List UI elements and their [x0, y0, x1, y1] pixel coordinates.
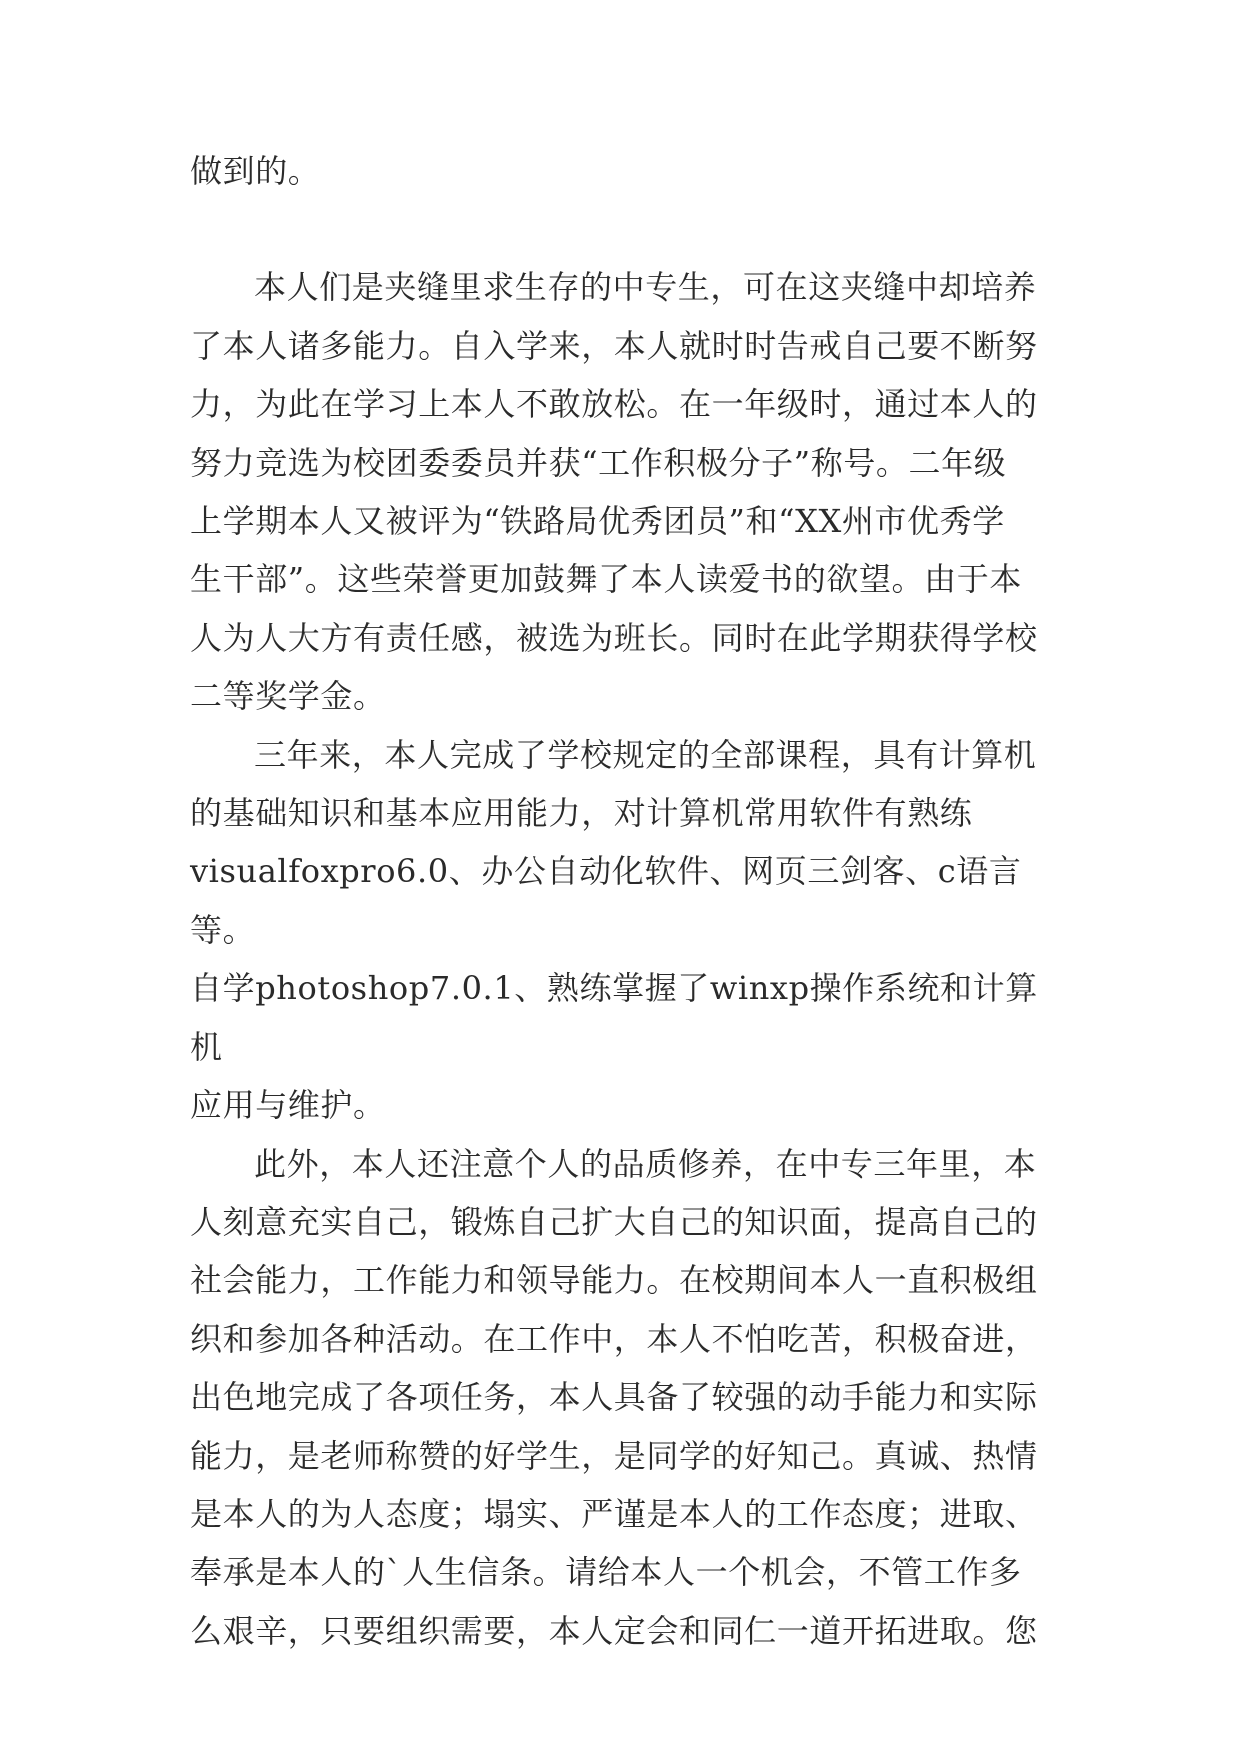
text-line: 三年来，本人完成了学校规定的全部课程，具有计算机 [254, 735, 1037, 774]
text-line: 应用与维护。 [190, 1086, 386, 1125]
paragraph-fragment [190, 142, 1050, 200]
text-line: 了本人诸多能力。自入学来，本人就时时告戒自己要不断努 [190, 326, 1038, 365]
text-line: 人刻意充实自己，锻炼自己扩大自己的知识面，提高自己的 [190, 1202, 1038, 1241]
text-line: 的基础知识和基本应用能力，对计算机常用软件有熟练 [190, 794, 973, 833]
text-line: 织和参加各种活动。在工作中，本人不怕吃苦，积极奋进， [190, 1319, 1038, 1358]
text-line: 努力竞选为校团委委员并获“工作积极分子”称号。二年级 [190, 443, 1007, 482]
text-line: visualfoxpro6.0、办公自动化软件、网页三剑客、c语言等。 [190, 852, 1022, 949]
paragraph-character [190, 1135, 1050, 1661]
text-line: 本人们是夹缝里求生存的中专生，可在这夹缝中却培养 [254, 268, 1037, 307]
paragraph-gap [190, 200, 1050, 258]
text-line: 出色地完成了各项任务，本人具备了较强的动手能力和实际 [190, 1378, 1038, 1417]
text-line: 么艰辛，只要组织需要，本人定会和同仁一道开拓进取。您 [190, 1611, 1038, 1650]
text-line: 生干部”。这些荣誉更加鼓舞了本人读爱书的欲望。由于本 [190, 560, 1022, 599]
document-body [190, 142, 1050, 1660]
paragraph-skills [190, 726, 1050, 1135]
text-line: 能力，是老师称赞的好学生，是同学的好知己。真诚、热情 [190, 1436, 1038, 1475]
text-line: 做到的。 [190, 152, 321, 190]
text-line: 此外，本人还注意个人的品质修养，在中专三年里，本 [254, 1144, 1037, 1183]
text-line: 社会能力，工作能力和领导能力。在校期间本人一直积极组 [190, 1261, 1038, 1300]
text-line: 上学期本人又被评为“铁路局优秀团员”和“XX州市优秀学 [190, 502, 1005, 541]
text-line: 是本人的为人态度；塌实、严谨是本人的工作态度；进取、 [190, 1494, 1038, 1533]
text-line: 二等奖学金。 [190, 677, 386, 716]
text-line: 力，为此在学习上本人不敢放松。在一年级时，通过本人的 [190, 385, 1038, 424]
text-line: 自学photoshop7.0.1、熟练掌握了winxp操作系统和计算机 [190, 969, 1038, 1066]
text-line: 人为人大方有责任感，被选为班长。同时在此学期获得学校 [190, 618, 1038, 657]
text-line: 奉承是本人的`人生信条。请给本人一个机会，不管工作多 [190, 1553, 1022, 1592]
paragraph-honors [190, 258, 1050, 725]
